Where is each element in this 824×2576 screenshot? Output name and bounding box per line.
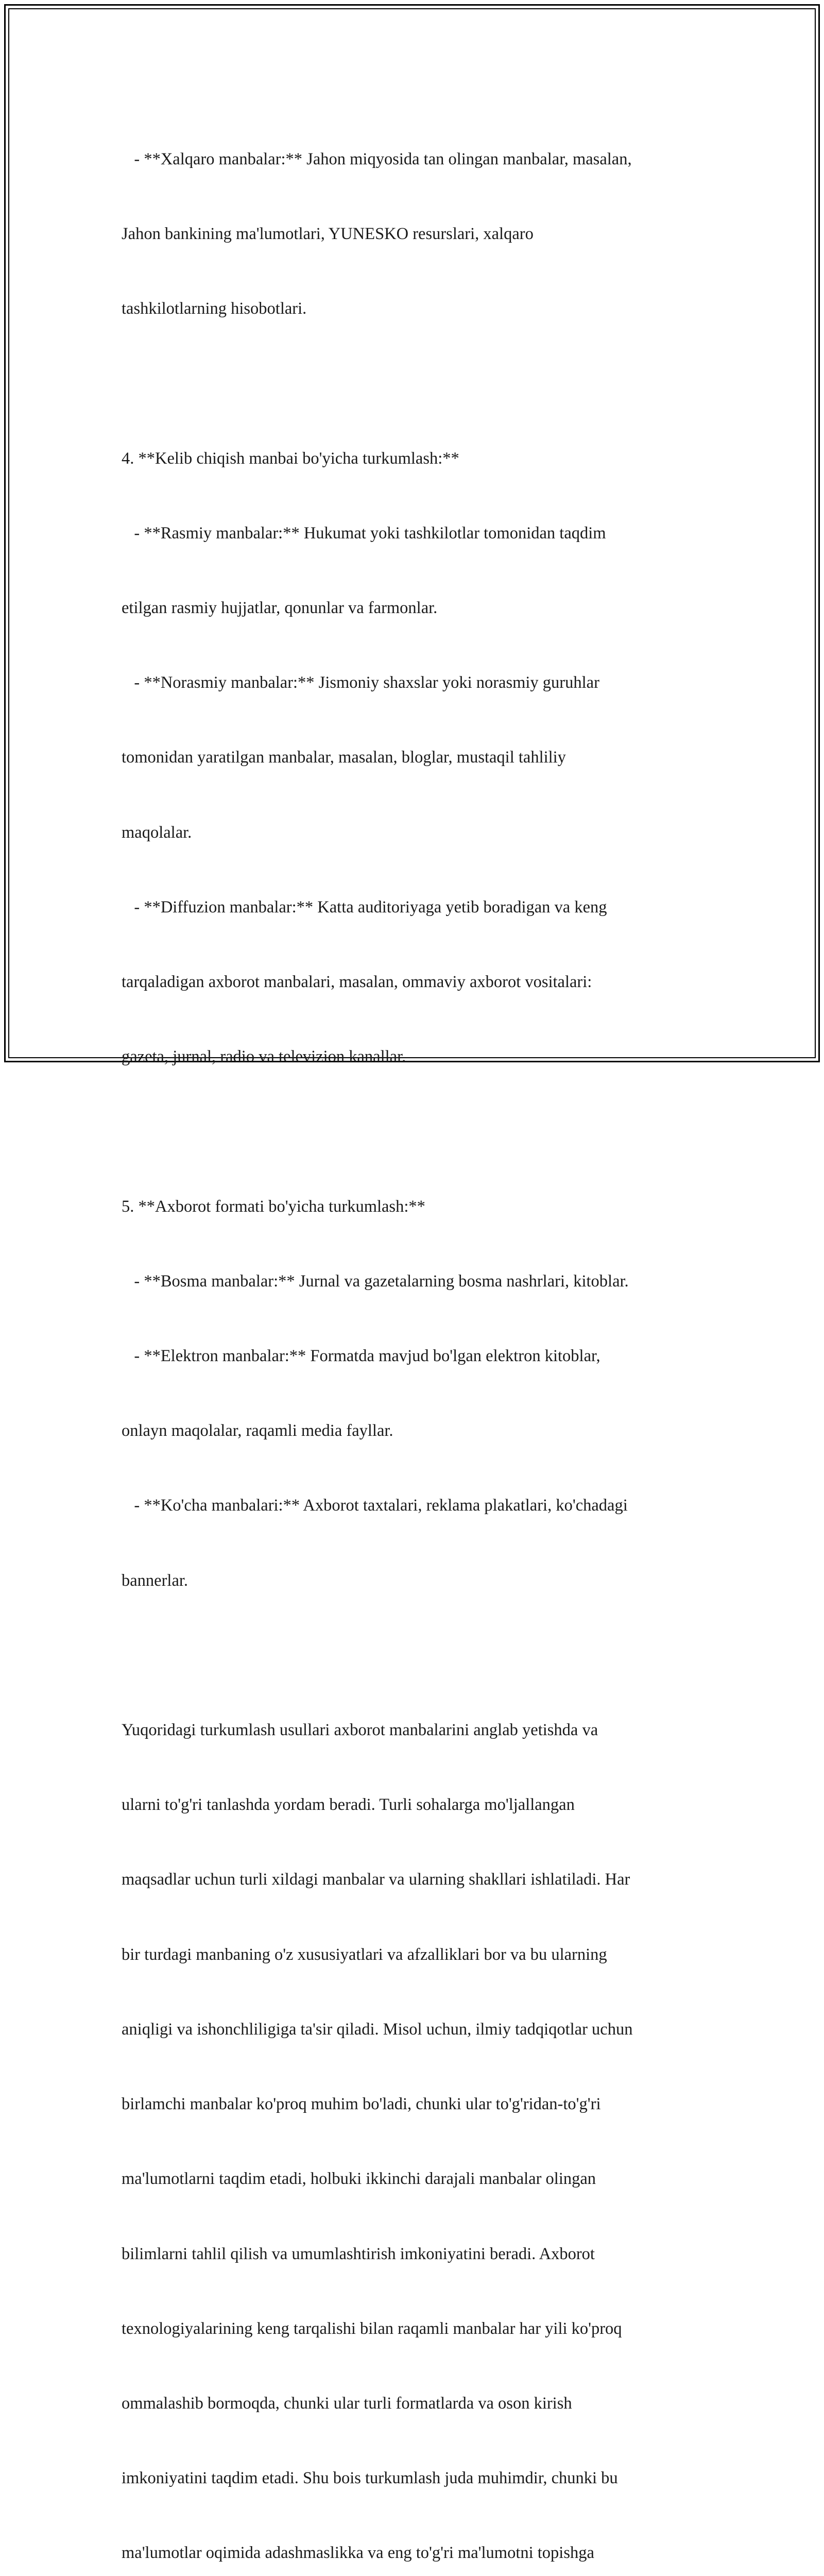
paragraph-line: bilimlarni tahlil qilish va umumlashtirish imkoniyatini beradi. Axborot <box>122 2244 595 2263</box>
text-line: - **Bosma manbalar:** Jurnal va gazetalarning bosma nashrlari, kitoblar. <box>122 1272 629 1291</box>
paragraph-line: ommalashib bormoqda, chunki ular turli formatlarda va oson kirish <box>122 2394 572 2413</box>
text-line: - **Elektron manbalar:** Formatda mavjud bo'lgan elektron kitoblar, <box>122 1347 600 1366</box>
text-line: onlayn maqolalar, raqamli media fayllar. <box>122 1421 393 1440</box>
paragraph-line: Yuqoridagi turkumlash usullari axborot manbalarini anglab yetishda va <box>122 1721 598 1740</box>
text-line: etilgan rasmiy hujjatlar, qonunlar va farmonlar. <box>122 599 438 618</box>
paragraph-line: maqsadlar uchun turli xildagi manbalar va ularning shakllari ishlatiladi. Har <box>122 1870 630 1889</box>
paragraph-line: bir turdagi manbaning o'z xususiyatlari va afzalliklari bor va bu ularning <box>122 1945 607 1964</box>
blank-line <box>122 1119 703 1144</box>
paragraph-line: ma'lumotlarni taqdim etadi, holbuki ikkinchi darajali manbalar olingan <box>122 2170 596 2189</box>
text-line: tomonidan yaratilgan manbalar, masalan, bloglar, mustaqil tahliliy <box>122 748 566 767</box>
text-line: bannerlar. <box>122 1571 188 1590</box>
text-line: tarqaladigan axborot manbalari, masalan, ommaviy axborot vositalari: <box>122 973 592 992</box>
text-line: - **Rasmiy manbalar:** Hukumat yoki tashkilotlar tomonidan taqdim <box>122 523 606 543</box>
paragraph-line: imkoniyatini taqdim etadi. Shu bois turkumlash juda muhimdir, chunki bu <box>122 2469 618 2488</box>
text-line: - **Diffuzion manbalar:** Katta auditoriyaga yetib boradigan va keng <box>122 897 607 917</box>
text-line: maqolalar. <box>122 823 192 842</box>
paragraph-line: texnologiyalarining keng tarqalishi bilan raqamli manbalar har yili ko'proq <box>122 2319 622 2338</box>
text-line: gazeta, jurnal, radio va televizion kanallar. <box>122 1047 406 1066</box>
text-line: - **Xalqaro manbalar:** Jahon miqyosida tan olingan manbalar, masalan, <box>122 149 632 168</box>
section-heading: 5. **Axborot formati bo'yicha turkumlash:** <box>122 1197 425 1216</box>
text-line: - **Ko'cha manbalari:** Axborot taxtalari, reklama plakatlari, ko'chadagi <box>122 1496 628 1515</box>
paragraph-line: ularni to'g'ri tanlashda yordam beradi. Turli sohalarga mo'ljallangan <box>122 1795 575 1815</box>
paragraph-line: birlamchi manbalar ko'proq muhim bo'ladi, chunki ular to'g'ridan-to'g'ri <box>122 2095 601 2114</box>
text-line: - **Norasmiy manbalar:** Jismoniy shaxslar yoki norasmiy guruhlar <box>122 673 599 692</box>
blank-line <box>122 1643 703 1668</box>
text-line: Jahon bankining ma'lumotlari, YUNESKO resurslari, xalqaro <box>122 225 534 244</box>
paragraph-line: ma'lumotlar oqimida adashmaslikka va eng to'g'ri ma'lumotni topishga <box>122 2544 594 2563</box>
paragraph-line: aniqligi va ishonchliligiga ta'sir qiladi. Misol uchun, ilmiy tadqiqotlar uchun <box>122 2020 633 2039</box>
document-body <box>122 97 703 2576</box>
section-heading: 4. **Kelib chiqish manbai bo'yicha turkumlash:** <box>122 449 459 468</box>
blank-line <box>122 371 703 396</box>
text-line: tashkilotlarning hisobotlari. <box>122 299 307 318</box>
